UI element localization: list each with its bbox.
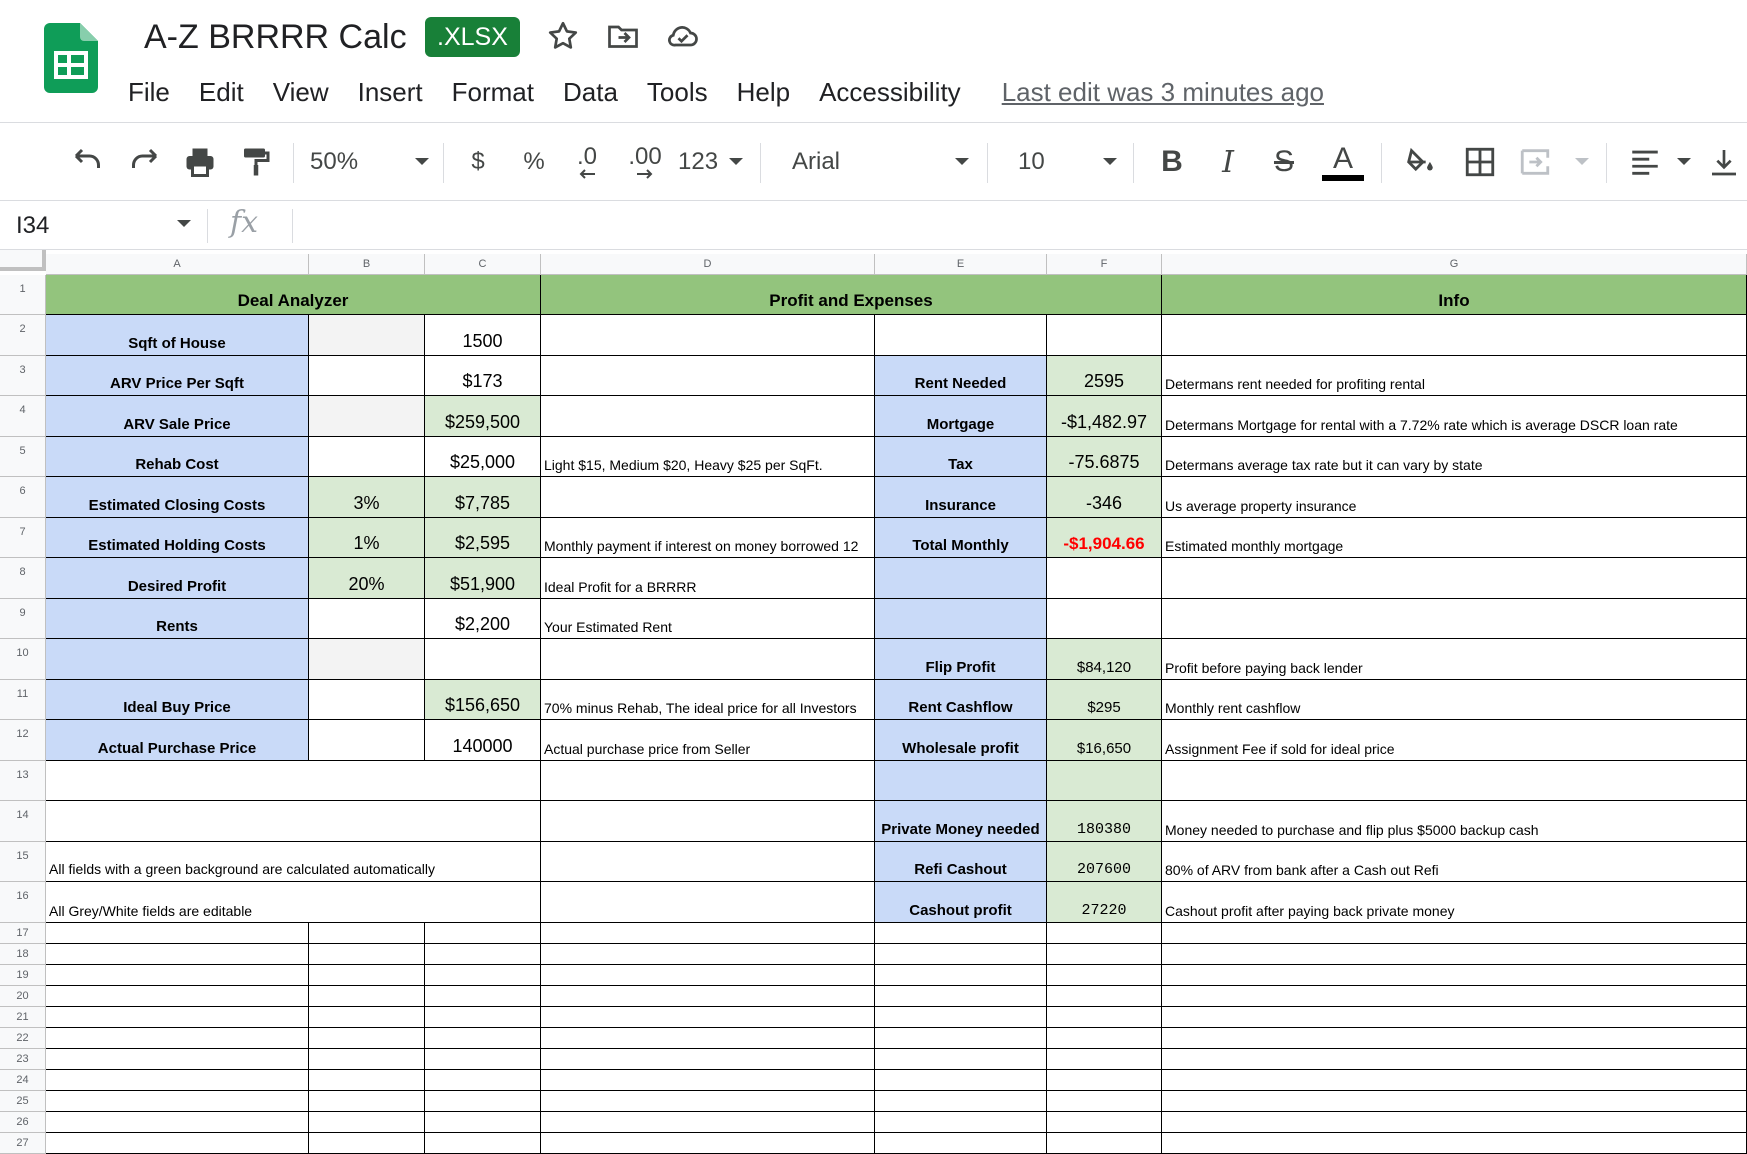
arrow-left-icon [577, 169, 597, 179]
input-cell[interactable] [309, 680, 425, 721]
info-cell[interactable]: Determans Mortgage for rental with a 7.72% rate which is average DSCR loan rate [1162, 396, 1747, 437]
undo-icon[interactable] [64, 139, 112, 185]
expense-value-cell[interactable]: 207600 [1047, 842, 1162, 883]
label-cell[interactable]: Estimated Closing Costs [46, 477, 309, 518]
column-header[interactable]: G [1162, 254, 1747, 275]
formula-separator [207, 209, 208, 243]
expense-label-cell[interactable]: Mortgage [875, 396, 1047, 437]
empty-cell[interactable] [875, 944, 1047, 965]
label-cell[interactable]: Estimated Holding Costs [46, 518, 309, 559]
value-cell[interactable]: $2,595 [425, 518, 541, 559]
column-header[interactable]: F [1047, 254, 1162, 275]
note-cell[interactable]: All fields with a green background are calculated automatically [46, 842, 541, 883]
label-cell[interactable]: Ideal Buy Price [46, 680, 309, 721]
empty-cell[interactable] [875, 1049, 1047, 1070]
info-cell[interactable]: Us average property insurance [1162, 477, 1747, 518]
move-to-folder-icon[interactable] [605, 18, 641, 54]
info-cell[interactable] [1162, 558, 1747, 599]
note-cell[interactable] [541, 477, 875, 518]
percent-format-button[interactable] [514, 139, 554, 185]
expense-label-cell[interactable] [875, 558, 1047, 599]
italic-label: I [1222, 144, 1234, 180]
chevron-down-icon [728, 157, 744, 167]
font-size-select[interactable] [1018, 139, 1118, 185]
more-formats-button[interactable] [678, 139, 744, 185]
empty-cell[interactable] [1162, 1028, 1747, 1049]
row-header[interactable]: 11 [0, 680, 46, 721]
empty-cell[interactable] [309, 1007, 425, 1028]
value-cell[interactable]: $2,200 [425, 599, 541, 640]
header-info[interactable]: Info [1162, 275, 1747, 315]
value-cell[interactable] [425, 639, 541, 680]
row-header[interactable]: 17 [0, 923, 46, 944]
column-header[interactable]: E [875, 254, 1047, 275]
empty-cell[interactable] [1162, 965, 1747, 986]
chevron-down-icon [1574, 157, 1590, 167]
toolbar-separator [1381, 143, 1382, 183]
row-header[interactable]: 5 [0, 437, 46, 478]
empty-cell[interactable] [541, 1112, 875, 1133]
empty-cell[interactable] [541, 801, 875, 842]
empty-cell[interactable] [541, 1007, 875, 1028]
empty-cell[interactable] [1162, 1049, 1747, 1070]
column-header[interactable]: B [309, 254, 425, 275]
expense-value-cell[interactable]: -346 [1047, 477, 1162, 518]
empty-cell[interactable] [541, 1028, 875, 1049]
empty-cell[interactable] [46, 1133, 309, 1154]
value-cell[interactable]: $156,650 [425, 680, 541, 721]
font-name: Arial [792, 148, 841, 175]
note-cell[interactable] [541, 396, 875, 437]
label-cell[interactable]: Rents [46, 599, 309, 640]
row-header[interactable]: 8 [0, 558, 46, 599]
font-select[interactable] [792, 139, 970, 185]
row-header[interactable]: 16 [0, 882, 46, 923]
empty-cell[interactable] [309, 1070, 425, 1091]
increase-decimal-button[interactable] [620, 139, 670, 185]
toolbar-separator [1606, 143, 1607, 183]
empty-cell[interactable] [309, 1112, 425, 1133]
label-cell[interactable]: ARV Price Per Sqft [46, 356, 309, 397]
text-color-button[interactable] [1320, 139, 1366, 185]
empty-cell[interactable] [309, 1091, 425, 1112]
empty-cell[interactable] [541, 1049, 875, 1070]
empty-cell[interactable] [541, 1133, 875, 1154]
empty-cell[interactable] [875, 923, 1047, 944]
empty-cell[interactable] [1162, 1112, 1747, 1133]
empty-cell[interactable] [1047, 1028, 1162, 1049]
empty-cell[interactable] [46, 986, 309, 1007]
app-header [0, 0, 1747, 122]
strikethrough-button[interactable] [1265, 139, 1303, 185]
empty-cell[interactable] [46, 944, 309, 965]
empty-cell[interactable] [46, 761, 541, 802]
formula-separator [292, 209, 293, 243]
menu-edit[interactable]: Edit [198, 77, 244, 107]
row-header[interactable]: 26 [0, 1112, 46, 1133]
expense-label-cell[interactable]: Flip Profit [875, 639, 1047, 680]
empty-cell[interactable] [1047, 944, 1162, 965]
empty-cell[interactable] [875, 1112, 1047, 1133]
empty-cell[interactable] [425, 1070, 541, 1091]
strike-label: S [1273, 145, 1294, 178]
expense-label-cell[interactable]: Rent Needed [875, 356, 1047, 397]
empty-cell[interactable] [46, 1028, 309, 1049]
row-header[interactable]: 13 [0, 761, 46, 802]
font-size-value: 10 [1018, 148, 1045, 175]
document-title[interactable]: A-Z BRRRR Calc [144, 18, 407, 56]
empty-cell[interactable] [875, 1070, 1047, 1091]
empty-cell[interactable] [541, 986, 875, 1007]
label-cell[interactable]: Sqft of House [46, 315, 309, 356]
bold-button[interactable] [1153, 139, 1191, 185]
empty-cell[interactable] [425, 1112, 541, 1133]
header-profit-expenses[interactable]: Profit and Expenses [541, 275, 1162, 315]
note-cell[interactable] [541, 639, 875, 680]
text-color-swatch [1322, 175, 1364, 181]
row-header[interactable]: 27 [0, 1133, 46, 1154]
empty-cell[interactable] [46, 1007, 309, 1028]
info-cell[interactable]: Monthly rent cashflow [1162, 680, 1747, 721]
empty-cell[interactable] [46, 1091, 309, 1112]
row-header[interactable]: 14 [0, 801, 46, 842]
file-format-badge: .XLSX [425, 17, 520, 57]
info-cell[interactable]: Determans rent needed for profiting rental [1162, 356, 1747, 397]
note-cell[interactable] [541, 356, 875, 397]
note-cell[interactable]: Actual purchase price from Seller [541, 720, 875, 761]
row-header[interactable]: 19 [0, 965, 46, 986]
zoom-value: 50% [310, 148, 359, 175]
toolbar-separator [760, 143, 761, 183]
row-header[interactable]: 23 [0, 1049, 46, 1070]
arrow-right-icon [635, 169, 655, 179]
currency-format-button[interactable] [458, 139, 498, 185]
expense-label-cell[interactable]: Tax [875, 437, 1047, 478]
chevron-down-icon [954, 157, 970, 167]
row-header[interactable]: 12 [0, 720, 46, 761]
expense-label-cell[interactable]: Rent Cashflow [875, 680, 1047, 721]
info-cell[interactable]: 80% of ARV from bank after a Cash out Refi [1162, 842, 1747, 883]
expense-value-cell[interactable]: $84,120 [1047, 639, 1162, 680]
input-cell[interactable] [309, 720, 425, 761]
empty-cell[interactable] [875, 1028, 1047, 1049]
info-cell[interactable]: Cashout profit after paying back private money [1162, 882, 1747, 923]
row-header[interactable]: 22 [0, 1028, 46, 1049]
zoom-select[interactable] [310, 139, 430, 185]
chevron-down-icon [1676, 157, 1692, 167]
label-cell[interactable]: Desired Profit [46, 558, 309, 599]
row-header[interactable]: 3 [0, 356, 46, 397]
star-icon[interactable] [545, 18, 581, 54]
merge-cells-icon[interactable] [1518, 139, 1590, 185]
expense-label-cell[interactable]: Private Money needed [875, 801, 1047, 842]
row-header[interactable]: 25 [0, 1091, 46, 1112]
row-header[interactable]: 24 [0, 1070, 46, 1091]
currency-symbol: $ [471, 148, 485, 175]
empty-cell[interactable] [46, 1049, 309, 1070]
row-header[interactable]: 9 [0, 599, 46, 640]
label-cell[interactable] [46, 639, 309, 680]
expense-value-cell[interactable]: -75.6875 [1047, 437, 1162, 478]
empty-cell[interactable] [425, 1049, 541, 1070]
value-cell[interactable]: $25,000 [425, 437, 541, 478]
note-cell[interactable] [541, 315, 875, 356]
value-cell[interactable]: $51,900 [425, 558, 541, 599]
header-deal-analyzer[interactable]: Deal Analyzer [46, 275, 541, 315]
empty-cell[interactable] [1047, 986, 1162, 1007]
empty-cell[interactable] [875, 965, 1047, 986]
empty-cell[interactable] [425, 965, 541, 986]
info-cell[interactable]: Estimated monthly mortgage [1162, 518, 1747, 559]
horizontal-align-icon[interactable] [1628, 139, 1692, 185]
empty-cell[interactable] [541, 882, 875, 923]
cloud-saved-icon[interactable] [665, 18, 701, 54]
empty-cell[interactable] [425, 923, 541, 944]
toolbar-separator [1133, 143, 1134, 183]
note-cell[interactable]: Monthly payment if interest on money borrowed 12 [541, 518, 875, 559]
empty-cell[interactable] [541, 965, 875, 986]
more-formats-label: 123 [678, 148, 719, 175]
print-icon[interactable] [176, 139, 224, 185]
empty-cell[interactable] [46, 923, 309, 944]
empty-cell[interactable] [1162, 1091, 1747, 1112]
sheets-logo-icon[interactable] [44, 23, 98, 93]
note-cell[interactable]: Light $15, Medium $20, Heavy $25 per SqFt. [541, 437, 875, 478]
expense-value-cell[interactable]: 180380 [1047, 801, 1162, 842]
fx-icon: fx [230, 205, 259, 240]
row-header[interactable]: 21 [0, 1007, 46, 1028]
label-cell[interactable]: Rehab Cost [46, 437, 309, 478]
value-cell[interactable]: $7,785 [425, 477, 541, 518]
row-header[interactable]: 6 [0, 477, 46, 518]
column-header[interactable]: D [541, 254, 875, 275]
note-cell[interactable]: Ideal Profit for a BRRRR [541, 558, 875, 599]
row-header[interactable]: 7 [0, 518, 46, 559]
expense-label-cell[interactable] [875, 599, 1047, 640]
select-all-corner[interactable] [0, 250, 46, 271]
input-cell[interactable] [309, 396, 425, 437]
empty-cell[interactable] [541, 1091, 875, 1112]
empty-cell[interactable] [1047, 1049, 1162, 1070]
chevron-down-icon [1102, 157, 1118, 167]
info-cell[interactable] [1162, 599, 1747, 640]
row-header[interactable]: 10 [0, 639, 46, 680]
expense-label-cell[interactable]: Insurance [875, 477, 1047, 518]
expense-label-cell[interactable] [875, 761, 1047, 802]
empty-cell[interactable] [541, 1070, 875, 1091]
expense-label-cell[interactable] [875, 315, 1047, 356]
percent-symbol: % [523, 148, 545, 175]
empty-cell[interactable] [46, 801, 541, 842]
expense-value-cell[interactable]: 2595 [1047, 356, 1162, 397]
italic-button[interactable] [1209, 139, 1247, 185]
decrease-decimal-button[interactable] [564, 139, 610, 185]
menu-view[interactable]: View [272, 77, 329, 107]
formula-bar [0, 200, 1747, 250]
empty-cell[interactable] [1162, 1133, 1747, 1154]
redo-icon[interactable] [120, 139, 168, 185]
empty-cell[interactable] [309, 944, 425, 965]
row-header[interactable]: 18 [0, 944, 46, 965]
empty-cell[interactable] [46, 965, 309, 986]
menu-insert[interactable]: Insert [357, 77, 423, 107]
value-cell[interactable]: $173 [425, 356, 541, 397]
expense-label-cell[interactable]: Cashout profit [875, 882, 1047, 923]
empty-cell[interactable] [309, 1049, 425, 1070]
empty-cell[interactable] [309, 1028, 425, 1049]
expense-value-cell[interactable]: $16,650 [1047, 720, 1162, 761]
toolbar-separator [987, 143, 988, 183]
name-box[interactable]: I34 [16, 212, 50, 239]
bold-label: B [1161, 145, 1183, 178]
empty-cell[interactable] [425, 1028, 541, 1049]
value-cell[interactable]: $259,500 [425, 396, 541, 437]
input-cell[interactable]: 1% [309, 518, 425, 559]
menu-data[interactable]: Data [562, 77, 618, 107]
expense-value-cell[interactable]: -$1,482.97 [1047, 396, 1162, 437]
note-cell[interactable]: All Grey/White fields are editable [46, 882, 541, 923]
info-cell[interactable] [1162, 315, 1747, 356]
toolbar-separator [293, 143, 294, 183]
row-header[interactable]: 15 [0, 842, 46, 883]
empty-cell[interactable] [1047, 1091, 1162, 1112]
chevron-down-icon [414, 157, 430, 167]
value-cell[interactable]: 140000 [425, 720, 541, 761]
empty-cell[interactable] [875, 1007, 1047, 1028]
value-cell[interactable]: 1500 [425, 315, 541, 356]
empty-cell[interactable] [1047, 965, 1162, 986]
note-cell[interactable]: 70% minus Rehab, The ideal price for all Investors [541, 680, 875, 721]
empty-cell[interactable] [425, 1091, 541, 1112]
expense-value-cell[interactable]: 27220 [1047, 882, 1162, 923]
empty-cell[interactable] [46, 1112, 309, 1133]
decrease-decimal-label: .0 [576, 143, 597, 170]
empty-cell[interactable] [309, 965, 425, 986]
empty-cell[interactable] [425, 944, 541, 965]
increase-decimal-label: .00 [628, 143, 662, 170]
spreadsheet-grid[interactable] [0, 250, 1747, 1154]
row-header[interactable]: 4 [0, 396, 46, 437]
menu-accessibility[interactable]: Accessibility [819, 77, 961, 107]
empty-cell[interactable] [1047, 1112, 1162, 1133]
info-cell[interactable]: Determans average tax rate but it can vary by state [1162, 437, 1747, 478]
expense-value-cell[interactable] [1047, 315, 1162, 356]
toolbar-separator [443, 143, 444, 183]
expense-label-cell[interactable]: Refi Cashout [875, 842, 1047, 883]
row-header[interactable]: 1 [0, 275, 46, 315]
expense-value-cell[interactable]: $295 [1047, 680, 1162, 721]
empty-cell[interactable] [1047, 923, 1162, 944]
empty-cell[interactable] [309, 1133, 425, 1154]
menu-tools[interactable]: Tools [646, 77, 708, 107]
column-header[interactable]: C [425, 254, 541, 275]
input-cell[interactable]: 20% [309, 558, 425, 599]
info-cell[interactable] [1162, 761, 1747, 802]
info-cell[interactable]: Money needed to purchase and flip plus $5000 backup cash [1162, 801, 1747, 842]
vertical-align-icon[interactable] [1706, 139, 1742, 185]
column-header[interactable]: A [46, 254, 309, 275]
empty-cell[interactable] [1047, 1070, 1162, 1091]
chevron-down-icon[interactable] [176, 219, 192, 229]
input-cell[interactable] [309, 437, 425, 478]
paint-format-icon[interactable] [232, 139, 280, 185]
text-color-label: A [1332, 142, 1353, 175]
empty-cell[interactable] [541, 842, 875, 883]
menu-help[interactable]: Help [736, 77, 791, 107]
empty-cell[interactable] [875, 1133, 1047, 1154]
empty-cell[interactable] [1162, 1070, 1747, 1091]
expense-value-cell[interactable] [1047, 761, 1162, 802]
input-cell[interactable]: 3% [309, 477, 425, 518]
empty-cell[interactable] [1162, 923, 1747, 944]
empty-cell[interactable] [541, 944, 875, 965]
empty-cell[interactable] [1162, 986, 1747, 1007]
label-cell[interactable]: Actual Purchase Price [46, 720, 309, 761]
empty-cell[interactable] [1162, 1007, 1747, 1028]
info-cell[interactable]: Assignment Fee if sold for ideal price [1162, 720, 1747, 761]
expense-value-cell[interactable]: -$1,904.66 [1047, 518, 1162, 559]
note-cell[interactable]: Your Estimated Rent [541, 599, 875, 640]
label-cell[interactable]: ARV Sale Price [46, 396, 309, 437]
empty-cell[interactable] [309, 986, 425, 1007]
empty-cell[interactable] [1162, 944, 1747, 965]
input-cell[interactable] [309, 639, 425, 680]
empty-cell[interactable] [425, 1133, 541, 1154]
empty-cell[interactable] [541, 761, 875, 802]
empty-cell[interactable] [541, 923, 875, 944]
row-header[interactable]: 20 [0, 986, 46, 1007]
expense-value-cell[interactable] [1047, 558, 1162, 599]
input-cell[interactable] [309, 315, 425, 356]
toolbar [0, 122, 1747, 200]
menu-file[interactable]: File [128, 77, 170, 107]
expense-value-cell[interactable] [1047, 599, 1162, 640]
fill-color-icon[interactable] [1398, 139, 1442, 185]
row-header[interactable]: 2 [0, 315, 46, 356]
last-edit-link[interactable]: Last edit was 3 minutes ago [1001, 76, 1324, 107]
input-cell[interactable] [309, 356, 425, 397]
borders-icon[interactable] [1458, 139, 1502, 185]
empty-cell[interactable] [875, 986, 1047, 1007]
empty-cell[interactable] [425, 986, 541, 1007]
expense-label-cell[interactable]: Wholesale profit [875, 720, 1047, 761]
info-cell[interactable]: Profit before paying back lender [1162, 639, 1747, 680]
input-cell[interactable] [309, 599, 425, 640]
empty-cell[interactable] [1047, 1133, 1162, 1154]
empty-cell[interactable] [1047, 1007, 1162, 1028]
menu-format[interactable]: Format [451, 77, 534, 107]
empty-cell[interactable] [309, 923, 425, 944]
empty-cell[interactable] [875, 1091, 1047, 1112]
expense-label-cell[interactable]: Total Monthly [875, 518, 1047, 559]
menu-bar [128, 72, 1324, 112]
empty-cell[interactable] [425, 1007, 541, 1028]
empty-cell[interactable] [46, 1070, 309, 1091]
